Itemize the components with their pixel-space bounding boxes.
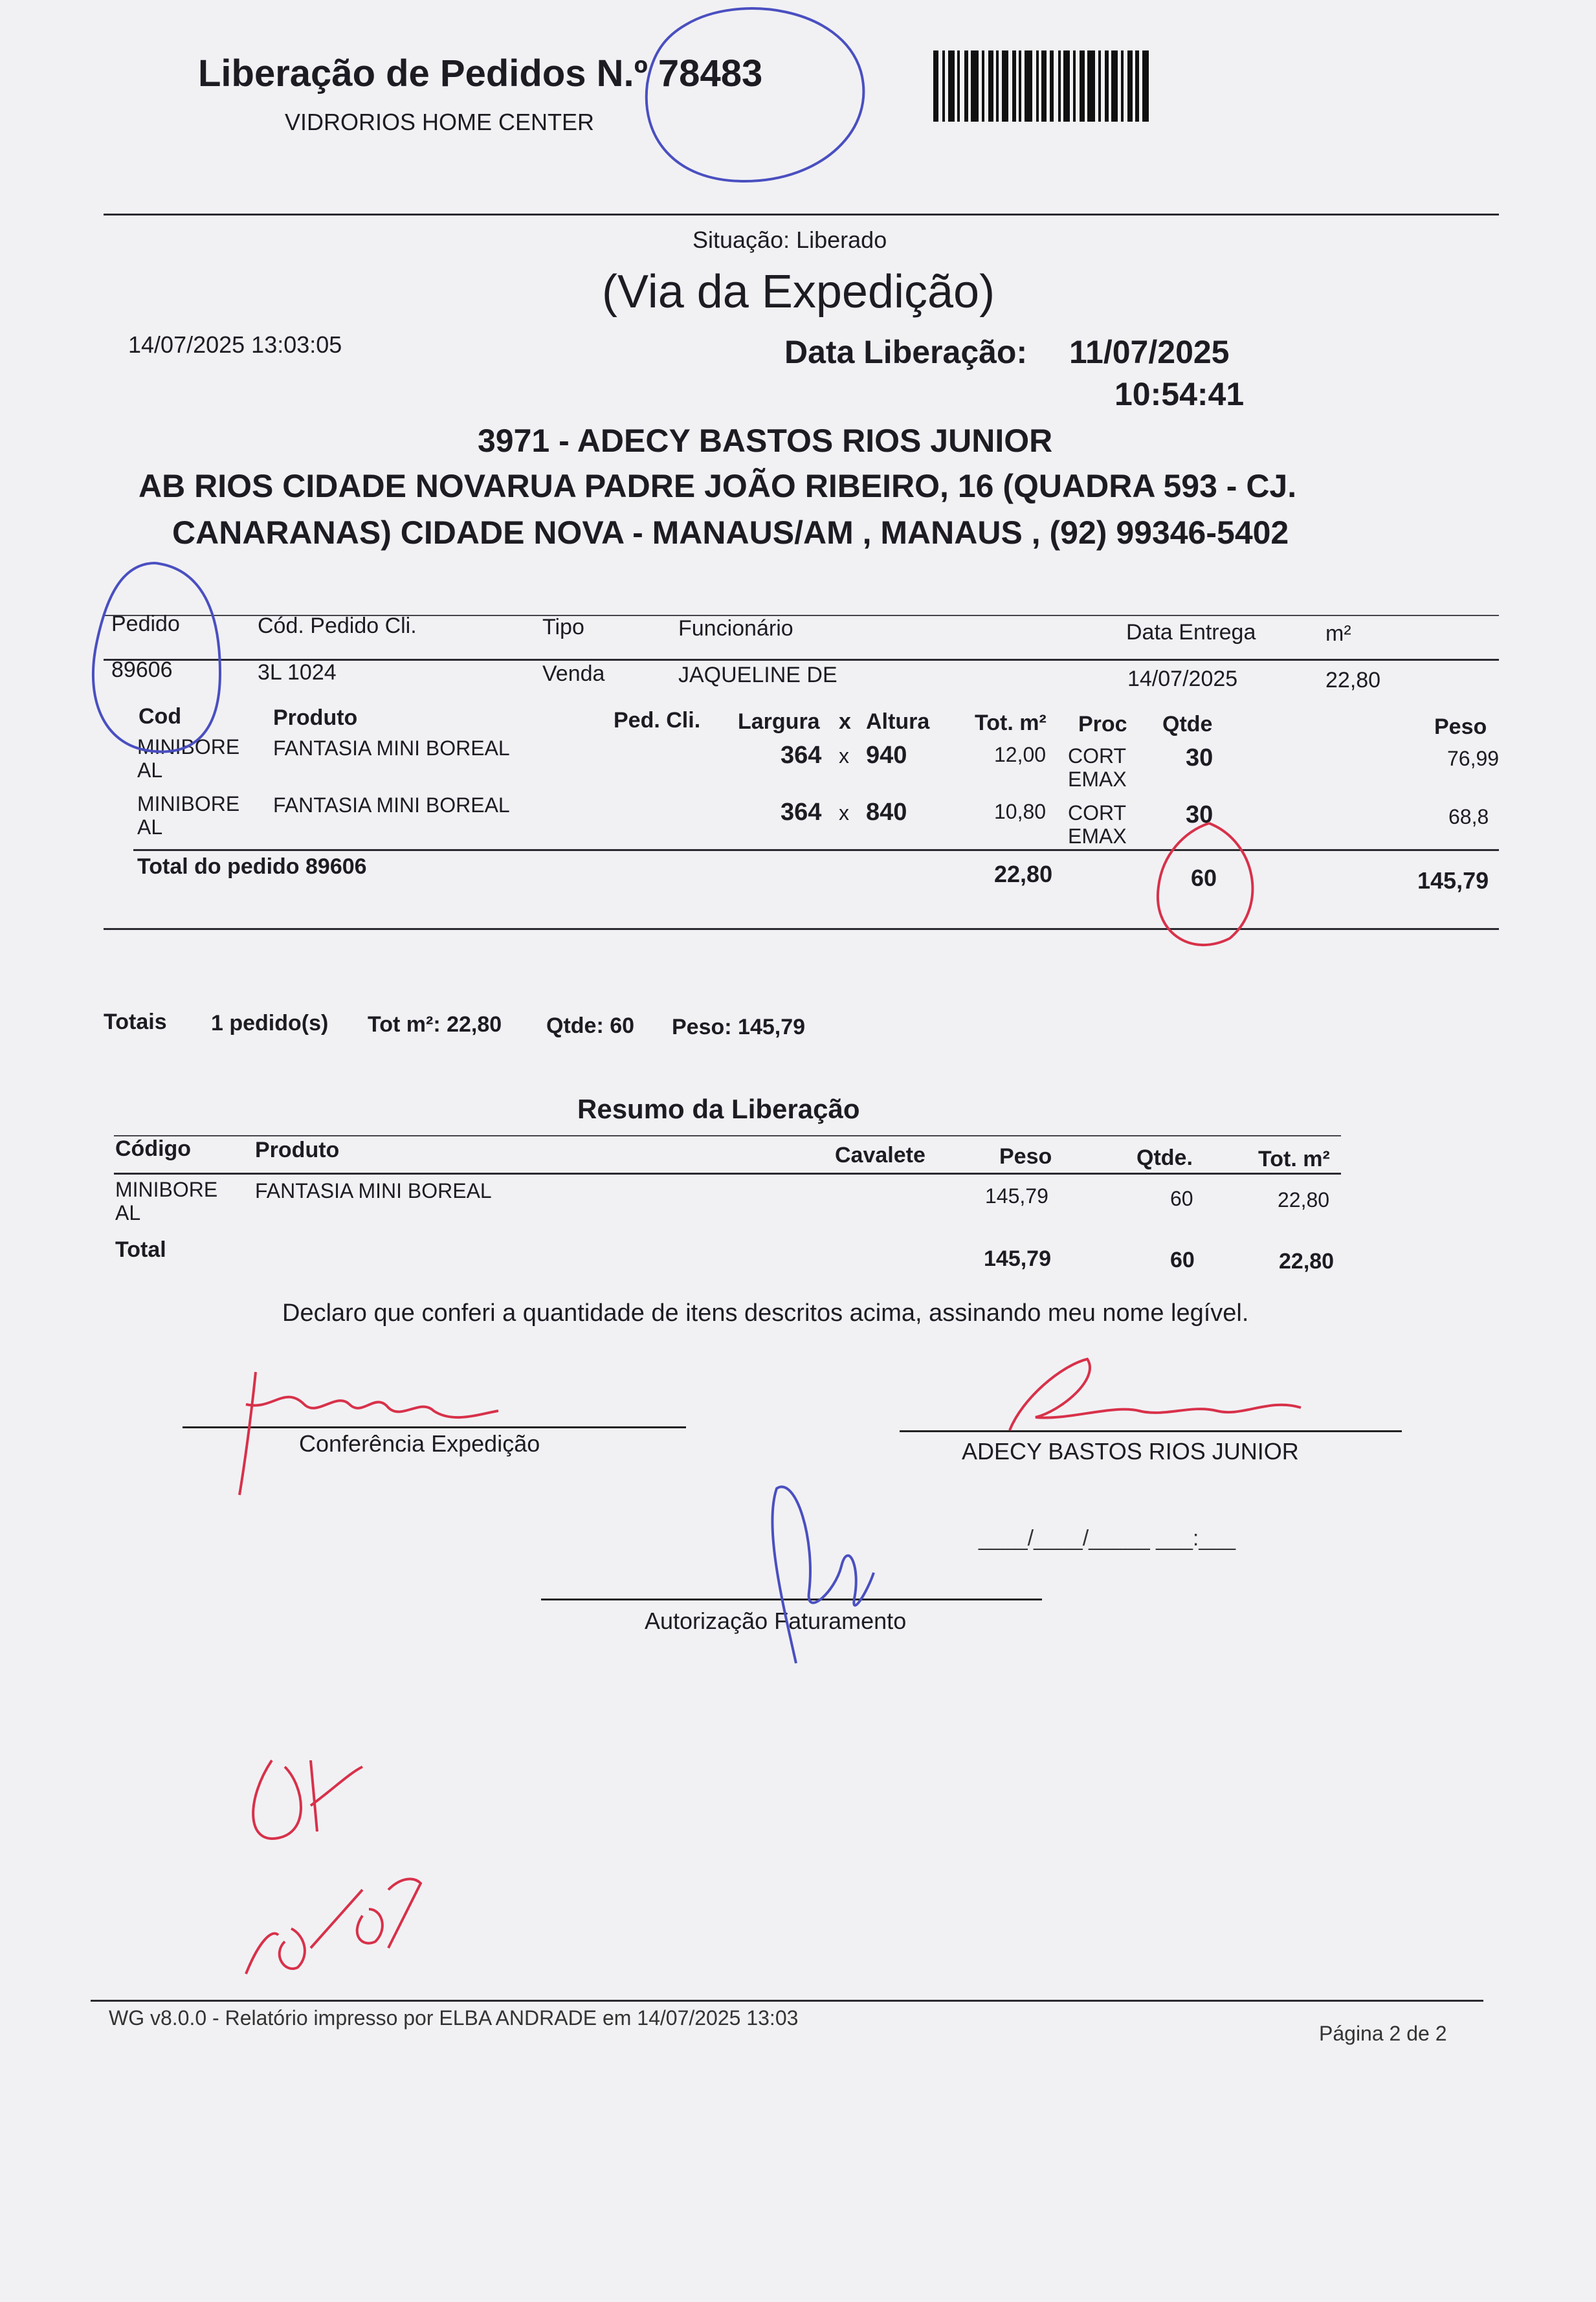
footer-page-number: Página 2 de 2 [1319,2022,1447,2045]
item-1-proc-line1: CORT [1068,744,1127,768]
red-handwritten-ok [253,1760,362,1839]
resumo-total-peso: 145,79 [984,1246,1051,1271]
client-name: 3971 - ADECY BASTOS RIOS JUNIOR [478,423,1053,459]
item-1-cod-line1: MINIBORE [137,735,240,758]
item-1-cod-line2: AL [137,758,163,782]
item-2-peso: 68,8 [1448,805,1489,828]
val-data-entrega: 14/07/2025 [1127,667,1238,691]
item-1-qtde: 30 [1186,744,1214,771]
total-pedido-label: Total do pedido 89606 [137,854,367,879]
item-2-proc-line2: EMAX [1068,825,1127,848]
cliente-signature-line [900,1430,1402,1432]
resumo-col-produto: Produto [255,1138,340,1162]
totais-m2: Tot m²: 22,80 [368,1012,502,1037]
total-pedido-rule [133,849,1499,851]
item-1-produto: FANTASIA MINI BOREAL [273,736,510,760]
item-2-cod-line1: MINIBORE [137,792,240,815]
items-col-largura: Largura [738,709,820,734]
resumo-top-rule [114,1135,1341,1136]
situacao: Situação: Liberado [693,227,887,253]
col-tipo: Tipo [542,615,584,639]
resumo-row-peso: 145,79 [985,1184,1048,1208]
items-col-qtde: Qtde [1162,712,1213,736]
item-2-qtde: 30 [1186,801,1214,828]
items-col-peso: Peso [1434,714,1487,739]
item-2-tot-m2: 10,80 [994,800,1047,823]
col-funcionario: Funcionário [678,616,793,641]
resumo-row-tot-m2: 22,80 [1278,1188,1330,1212]
item-1-x: x [839,744,849,768]
resumo-row-qtde: 60 [1170,1187,1193,1210]
resumo-col-peso: Peso [999,1144,1052,1169]
declaration: Declaro que conferi a quantidade de itens descritos acima, assinando meu nome legível. [282,1300,1249,1327]
items-col-produto: Produto [273,705,358,730]
resumo-col-cavalete: Cavalete [835,1143,925,1168]
header-divider [104,214,1499,216]
item-2-produto: FANTASIA MINI BOREAL [273,793,510,817]
totais-label: Totais [104,1010,167,1034]
resumo-header-rule [114,1173,1341,1175]
item-1-proc-line2: EMAX [1068,768,1127,791]
col-data-entrega: Data Entrega [1126,620,1256,645]
val-cod-pedido-cli: 3L 1024 [258,660,337,685]
total-pedido-m2: 22,80 [994,861,1053,887]
col-m2: m² [1325,621,1351,646]
resumo-total-m2: 22,80 [1279,1249,1335,1274]
items-col-tot-m2: Tot. m² [975,711,1047,735]
cliente-signature-label: ADECY BASTOS RIOS JUNIOR [962,1438,1299,1465]
print-timestamp: 14/07/2025 13:03:05 [128,331,342,358]
blue-signature-autorizacao [772,1487,874,1663]
resumo-col-qtde: Qtde. [1136,1145,1193,1170]
val-m2: 22,80 [1325,668,1381,692]
item-1-largura: 364 [781,742,822,769]
resumo-total-label: Total [115,1237,166,1262]
items-col-x: x [839,709,851,734]
resumo-row-produto: FANTASIA MINI BOREAL [255,1179,492,1202]
document-title: Liberação de Pedidos N.º 78483 [198,52,763,94]
total-pedido-peso: 145,79 [1417,867,1489,894]
item-1-altura: 940 [866,742,907,769]
conferencia-label: Conferência Expedição [299,1430,540,1457]
items-col-cod: Cod [139,704,182,729]
footer-print-info: WG v8.0.0 - Relatório impresso por ELBA ANDRADE em 14/07/2025 13:03 [109,2006,799,2030]
item-2-largura: 364 [781,799,822,826]
company-name: VIDRORIOS HOME CENTER [285,109,595,135]
val-pedido: 89606 [111,658,173,682]
autorizacao-signature-line [541,1599,1042,1600]
date-time-blank: ____/____/_____ ___:___ [979,1526,1236,1551]
resumo-total-qtde: 60 [1170,1248,1195,1272]
items-bottom-rule [104,928,1499,930]
items-col-proc: Proc [1078,712,1127,736]
col-cod-pedido-cli: Cód. Pedido Cli. [258,614,417,638]
totais-pedidos: 1 pedido(s) [211,1011,329,1035]
resumo-row-codigo-line1: MINIBORE [115,1178,218,1201]
item-1-peso: 76,99 [1447,747,1500,770]
item-1-tot-m2: 12,00 [994,743,1047,766]
client-address-line2: CANARANAS) CIDADE NOVA - MANAUS/AM , MANAUS , (92) 99346-5402 [172,515,1289,551]
red-handwritten-date [246,1879,421,1974]
total-pedido-qtde: 60 [1191,865,1217,891]
data-liberacao-date: 11/07/2025 [1069,334,1230,370]
val-funcionario: JAQUELINE DE [678,663,837,687]
item-2-proc-line1: CORT [1068,801,1127,825]
autorizacao-label: Autorização Faturamento [645,1608,907,1634]
resumo-col-tot-m2: Tot. m² [1258,1147,1330,1171]
conferencia-signature-line [183,1426,686,1428]
footer-rule [91,2000,1483,2002]
barcode [933,50,1179,122]
val-tipo: Venda [542,661,605,686]
item-2-x: x [839,801,849,825]
item-2-altura: 840 [866,799,907,826]
item-2-cod-line2: AL [137,815,163,839]
resumo-title: Resumo da Liberação [577,1094,860,1124]
col-pedido: Pedido [111,612,180,636]
resumo-col-codigo: Código [115,1136,192,1161]
totais-qtde: Qtde: 60 [546,1013,635,1038]
items-col-ped-cli: Ped. Cli. [614,708,701,733]
via-label: (Via da Expedição) [602,266,995,318]
red-signature-cliente [1010,1359,1301,1430]
data-liberacao-time: 10:54:41 [1114,376,1245,412]
totais-peso: Peso: 145,79 [672,1015,806,1039]
data-liberacao-label: Data Liberação: [784,334,1028,370]
client-address-line1: AB RIOS CIDADE NOVARUA PADRE JOÃO RIBEIRO, 16 (QUADRA 593 - CJ. [139,468,1297,504]
items-col-altura: Altura [866,709,930,734]
resumo-row-codigo-line2: AL [115,1201,141,1224]
